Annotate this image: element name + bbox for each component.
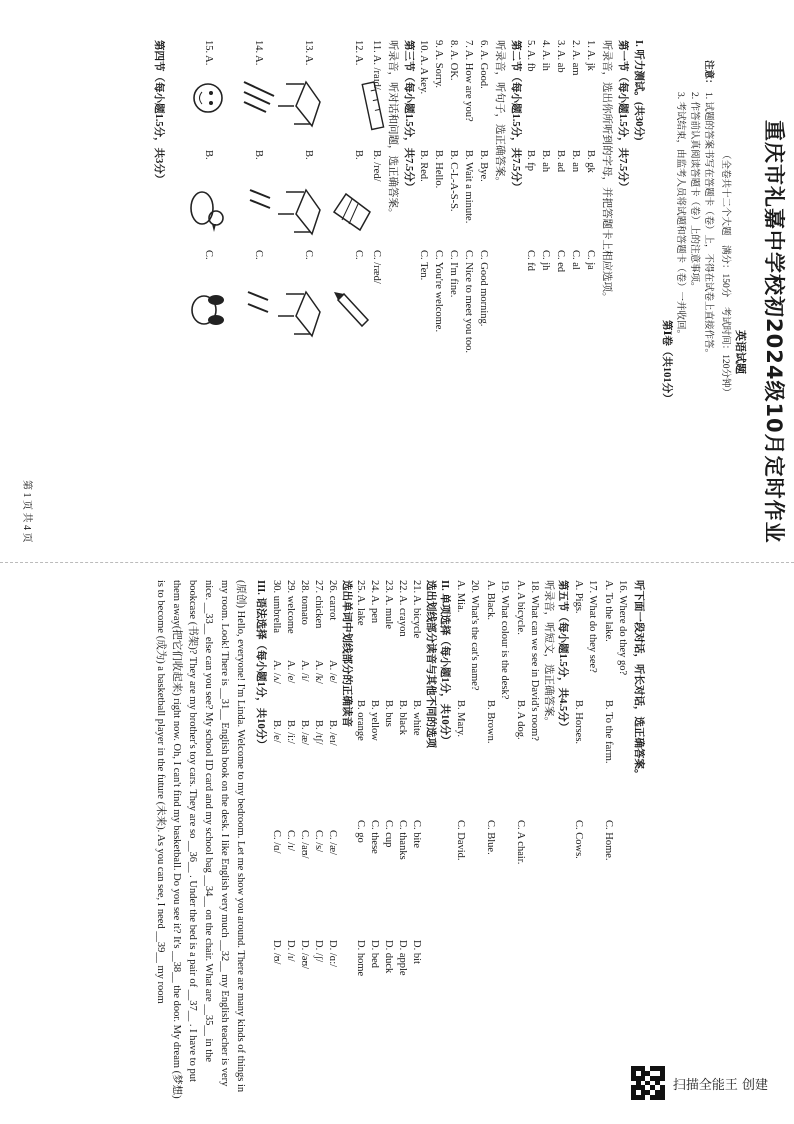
p2-item-25-2: C. go — [355, 820, 366, 843]
sec1-item-3-a: 3. A. ab — [555, 40, 566, 73]
qr-code-icon — [631, 1066, 665, 1100]
sec2-item-6-b: B. Bye. — [478, 150, 489, 182]
p2-item-24-1: B. yellow — [369, 700, 380, 741]
sec1-instruction: 听录音，选出你所听到的字母，并把答题卡上相应选项。 — [601, 40, 612, 303]
sec3-item-14-b: B. — [253, 150, 264, 160]
sec2-heading: 第二节（每小题1.5分，共7.5分） — [510, 40, 521, 193]
sec2-item-8-a: 8. A. OK. — [448, 40, 459, 81]
p2-item-24-0: 24. A. pen — [369, 580, 380, 624]
sec3-item-13-b: B. — [303, 150, 314, 160]
q19: 19. What colour is the desk? — [499, 580, 510, 700]
part2-instruction-2: 选出单词中划线部分的正确读音 — [341, 580, 352, 727]
p2b-item-26-2: C. /æ/ — [327, 830, 338, 856]
sec1-item-4-b: B. ah — [540, 150, 551, 173]
p2-item-24-3: D. bed — [369, 940, 380, 968]
q18: 18. What can we see in David's room? — [529, 580, 540, 741]
q17-opt-1: B. Horses. — [573, 700, 584, 745]
part3-heading: III. 语法选择（每小题1分，共10分） — [255, 580, 266, 750]
sec1-item-1-b: B. gk — [585, 150, 596, 173]
sec3-item-15-b: B. — [203, 150, 214, 160]
p2b-item-29-0: A. /e/ — [285, 660, 296, 684]
sec3-item-15-a: 15. A. — [203, 40, 214, 66]
p2b-item-30-2: C. /ɑ/ — [271, 830, 282, 854]
sec2-item-7-c: C. Nice to meet you too. — [463, 250, 474, 353]
q20-opt-1: B. Mary. — [455, 700, 466, 737]
pencils-picture-b — [250, 190, 270, 208]
sec3-item-15-c: C. — [203, 250, 214, 260]
p2-item-25-0: 25. A. lake — [355, 580, 366, 626]
sec2-item-9-a: 9. A. Sorry. — [433, 40, 444, 89]
q17-opt-0: A. Pigs. — [573, 580, 584, 614]
q18-opt-0: A. A bicycle. — [515, 580, 526, 635]
p2b-item-29-3: D. /ɪ/ — [285, 940, 296, 962]
sec1-item-5-c: C. fd — [525, 250, 536, 271]
volume-label: 第Ⅰ卷（共101分） — [661, 320, 672, 404]
p2b-word-28: 28. tomato — [299, 580, 310, 625]
sec5-instruction: 听录音，听短文，选正确答案。 — [543, 580, 554, 727]
q18-opt-2: C. A chair. — [515, 820, 526, 865]
p2b-item-28-1: B. /æ/ — [299, 720, 310, 746]
p2-item-23-2: C. cup — [383, 820, 394, 848]
p2b-item-28-2: C. /aʊ/ — [299, 830, 310, 859]
sec4-heading: 第四节（每小题1.5分，共3分） — [153, 40, 164, 185]
sec2-item-7-a: 7. A. How are you? — [463, 40, 474, 122]
exam-title: 重庆市礼嘉中学校初2024级10月定时作业 — [762, 120, 786, 544]
p2-item-21-3: D. bit — [411, 940, 422, 964]
sec2-item-8-b: B. C-L-A-S-S. — [448, 150, 459, 212]
sec3-item-13-a: 13. A. — [303, 40, 314, 66]
sec3-item-11-b: B. /red/ — [371, 150, 382, 182]
p2b-item-27-1: B. /tʃ/ — [313, 720, 324, 745]
p2b-word-29: 29. welcome — [285, 580, 296, 634]
p2b-item-30-0: A. /ʌ/ — [271, 660, 282, 684]
sec2-instruction: 听录音，听句子，选正确答案。 — [494, 40, 505, 187]
q20-opt-0: A. Mia. — [455, 580, 466, 613]
p2-item-21-0: 21. A. bicycle — [411, 580, 422, 639]
eraser-picture — [334, 194, 370, 230]
sec2-item-10-b: B. Red. — [418, 150, 429, 182]
p2-item-23-1: B. bus — [383, 700, 394, 727]
sec3-item-14-c: C. — [253, 250, 264, 260]
sec3-item-12-b: B. — [353, 150, 364, 160]
q19-opt-0: A. Black. — [485, 580, 496, 620]
q16-opt-2: C. Home. — [603, 820, 614, 861]
q20-opt-2: C. David. — [455, 820, 466, 861]
p2b-item-29-1: B. /i:/ — [285, 720, 296, 744]
p2b-item-27-0: A. /k/ — [313, 660, 324, 684]
sec1-item-2-c: C. al — [570, 250, 581, 270]
part2-heading: II. 单项选择（每小题1分，共10分） — [439, 580, 450, 746]
sec3-item-14-a: 14. A. — [253, 40, 264, 66]
p2-item-25-3: D. home — [355, 940, 366, 977]
sec4-instruction: 听下面一段对话，听长对话，选正确答案。 — [633, 580, 644, 780]
sec3-instruction: 听录音，听对话和问题，选正确答案。 — [387, 40, 398, 219]
q16: 16. Where do they go? — [617, 580, 628, 676]
sec1-item-2-a: 2. A. am — [570, 40, 581, 76]
exam-subject: 英语试题 — [734, 330, 746, 374]
p2b-item-26-0: A. /e/ — [327, 660, 338, 684]
sec3-heading: 第三节（每小题1.5分，共7.5分） — [403, 40, 414, 193]
p2b-item-27-3: D. /ʃ/ — [313, 940, 324, 963]
sec3-item-12-c: C. — [353, 250, 364, 260]
part2-instruction: 选出划线部分读音与其他不同的选项 — [425, 580, 436, 748]
p2-item-24-2: C. these — [369, 820, 380, 854]
p2-item-22-0: 22. A. crayon — [397, 580, 408, 637]
p2-item-23-0: 23. A. mule — [383, 580, 394, 629]
sec1-item-1-a: 1. A. jk — [585, 40, 596, 71]
p2-item-23-3: D. duck — [383, 940, 394, 974]
grammar-passage: (原创) Hello, everyone! I'm Linda. Welcome to my bedroom. Let me show you around. There are many kinds of things in my room. Look! There is __31__ English book on the desk. I like English very much __32__ my English teacher is very nice. __33__ else can you see? My school ID card and my school bag __34__ on the chair. What are __35__ in the bookcase (书架)? They are my brother's toy cars. They are so __36__ . Under the bed is a pair of __37__ . I have to put them away(把它们收起来) right now. Oh, I can't find my basketball. Do you see it? It's __38__ the door. My dream (梦想) is to become (成为) a basketball player in the future (未来). As you can see, I need __39__ my room — [155, 580, 246, 1099]
p2-item-21-1: B. white — [411, 700, 422, 736]
animal-picture-a — [194, 84, 222, 112]
q19-opt-1: B. Brown. — [485, 700, 496, 744]
p2b-item-26-1: B. /eɪ/ — [327, 720, 338, 746]
sec1-item-5-a: 5. A. fb — [525, 40, 536, 72]
part1-heading: I. 听力测试。(共30分) — [633, 40, 644, 141]
p2b-item-30-1: B. /e/ — [271, 720, 282, 743]
p2-item-22-3: D. apple — [397, 940, 408, 976]
sec3-item-11-a: 11. A. /raɪd/ — [371, 40, 382, 90]
p2b-item-26-3: D. /ɑ:/ — [327, 940, 338, 968]
p2b-item-28-0: A. /i/ — [299, 660, 310, 682]
sec2-item-6-c: C. Good morning. — [478, 250, 489, 327]
pencils-picture-a — [244, 82, 274, 112]
sec1-heading: 第一节（每小题1.5分，共7.5分） — [617, 40, 628, 193]
sec1-item-4-a: 4. A. ih — [540, 40, 551, 71]
q16-opt-0: A. To the lake. — [603, 580, 614, 642]
p2b-word-27: 27. chicken — [313, 580, 324, 629]
sec1-item-1-c: C. ja — [585, 250, 596, 270]
sec1-item-3-c: C. ed — [555, 250, 566, 273]
q16-opt-1: B. To the farm. — [603, 700, 614, 764]
sec2-item-6-a: 6. A. Good. — [478, 40, 489, 89]
p2b-item-30-3: D. /ʊ/ — [271, 940, 282, 965]
sec2-item-9-b: B. Hello. — [433, 150, 444, 189]
q18-opt-1: B. A dog. — [515, 700, 526, 740]
sec1-item-5-b: B. fp — [525, 150, 536, 171]
sec3-item-12-a: 12. A. — [353, 40, 364, 66]
p2b-item-28-3: D. /əʊ/ — [299, 940, 310, 970]
p2-item-21-2: C. bite — [411, 820, 422, 848]
dog-picture — [192, 295, 224, 325]
notes-label: 注意： — [703, 60, 713, 89]
q20: 20. What's the cat's name? — [469, 580, 480, 691]
p2-item-25-1: B. orange — [355, 700, 366, 741]
sec2-item-7-b: B. Wait a minute. — [463, 150, 474, 224]
desk-picture-a — [278, 82, 320, 126]
sec2-item-8-c: C. I'm fine. — [448, 250, 459, 298]
note-2: 2. 作答前认真阅读答题卡（卷）上的注意事项。 — [689, 92, 699, 292]
sec1-item-3-b: B. ad — [555, 150, 566, 173]
sec1-item-4-c: C. jh — [540, 250, 551, 271]
scanner-watermark — [631, 1066, 768, 1100]
sec2-item-10-a: 10. A. A key. — [418, 40, 429, 95]
q17: 17. What do they see? — [587, 580, 598, 673]
page-number: 第 1 页 共 4 页 — [21, 480, 32, 543]
q19-opt-2: C. Blue. — [485, 820, 496, 855]
p2-item-22-1: B. black — [397, 700, 408, 735]
sec2-item-10-c: C. Ten. — [418, 250, 429, 281]
sec3-item-11-c: C. /ræd/ — [371, 250, 382, 284]
sec1-item-2-b: B. an — [570, 150, 581, 173]
sec2-item-9-c: C. You're welcome. — [433, 250, 444, 333]
p2b-item-29-2: C. /ɪ/ — [285, 830, 296, 852]
sec3-item-13-c: C. — [303, 250, 314, 260]
scanner-brand: 扫描全能王 创建 — [672, 1077, 768, 1093]
note-3: 3. 考试结束，由监考人员将试题和答题卡（卷）一并收回。 — [675, 92, 685, 340]
p2b-word-30: 30. umbrella — [271, 580, 282, 634]
desk-picture-b — [278, 190, 320, 234]
sec5-heading: 第五节（每小题1.5分，共4.5分） — [557, 580, 568, 733]
pencil-picture — [334, 292, 368, 326]
exam-meta: （全卷共十二个大题 满分：150分 考试时间：120分钟） — [720, 150, 730, 398]
p2b-word-26: 26. carrot — [327, 580, 338, 621]
p2b-item-27-2: C. /s/ — [313, 830, 324, 853]
pencils-picture-c — [248, 292, 268, 312]
q17-opt-2: C. Cows. — [573, 820, 584, 859]
column-divider — [0, 562, 794, 563]
note-1: 1. 试题的答案书写在答题卡（卷）上，不得在试卷上直接作答。 — [703, 92, 713, 359]
desk-picture-c — [278, 292, 320, 336]
p2-item-22-2: C. thanks — [397, 820, 408, 860]
duck-picture — [191, 192, 223, 232]
